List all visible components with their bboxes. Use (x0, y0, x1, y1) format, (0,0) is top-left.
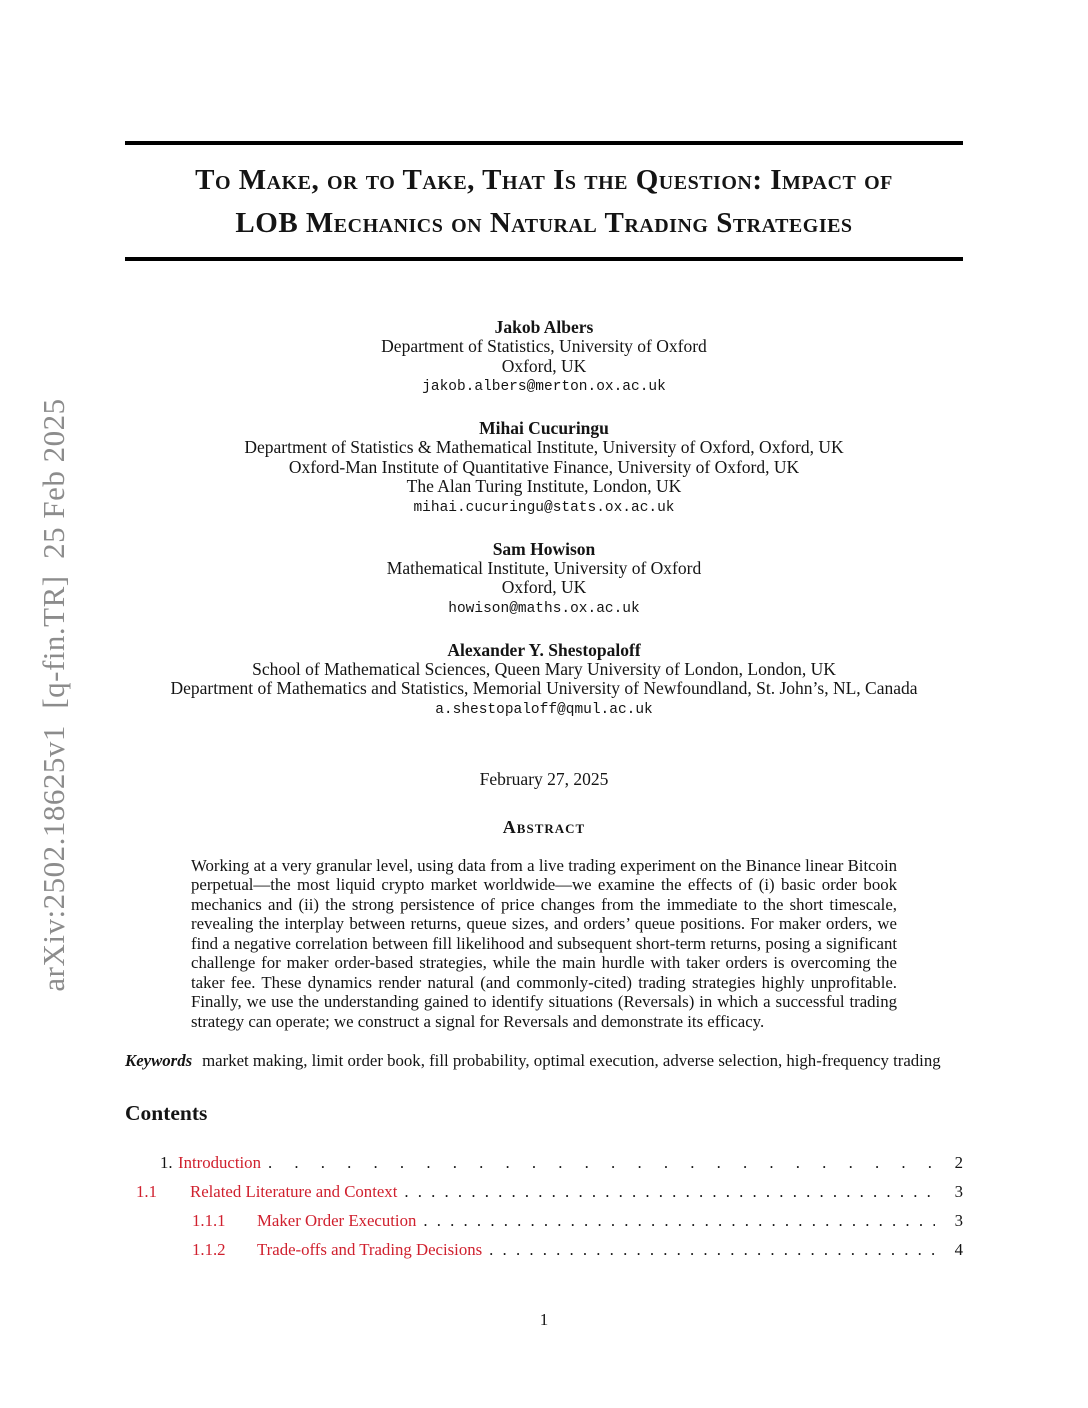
toc-entry-title[interactable]: Introduction (178, 1152, 261, 1172)
author-block-3 (125, 539, 963, 619)
toc-entry-title[interactable]: Related Literature and Context (190, 1181, 398, 1201)
paper-title-line-2: LOB Mechanics on Natural Trading Strategies (235, 207, 853, 239)
author-block-2 (125, 418, 963, 518)
keywords-text: market making, limit order book, fill probability, optimal execution, adverse selection, high-frequency trading (202, 1051, 941, 1070)
author-block-4 (125, 640, 963, 720)
author-affiliation: Department of Mathematics and Statistics, Memorial University of Newfoundland, St. John’s, NL, Canada (170, 678, 918, 698)
author-email: howison@maths.ox.ac.uk (448, 600, 640, 617)
keywords-line (125, 1051, 963, 1071)
author-email: jakob.albers@merton.ox.ac.uk (422, 379, 666, 395)
toc-entry-related-literature[interactable] (125, 1177, 963, 1206)
abstract-heading: Abstract (502, 816, 586, 837)
arxiv-stamp: arXiv:2502.18625v1 [q-fin.TR] 25 Feb 2025 (36, 398, 71, 992)
author-name: Sam Howison (492, 538, 596, 559)
toc-entry-page: 4 (954, 1239, 963, 1259)
footer-page-number: 1 (539, 1310, 549, 1329)
toc-entry-number: 1.1.1 (192, 1210, 226, 1230)
contents-heading: Contents (125, 1100, 208, 1125)
author-email: a.shestopaloff@qmul.ac.uk (435, 701, 653, 718)
table-of-contents (125, 1148, 963, 1264)
toc-entry-title[interactable]: Maker Order Execution (257, 1210, 417, 1230)
author-list (125, 317, 963, 720)
keywords-label: Keywords (125, 1051, 193, 1070)
toc-entry-page: 2 (954, 1152, 963, 1172)
toc-entry-page: 3 (954, 1210, 963, 1230)
title-rule-top (125, 141, 963, 145)
author-affiliation: Oxford-Man Institute of Quantitative Finance, University of Oxford, UK (288, 456, 800, 477)
author-name: Mihai Cucuringu (479, 418, 609, 438)
toc-entry-page: 3 (954, 1181, 963, 1201)
abstract-text: Working at a very granular level, using data from a live trading experiment on the Binance linear Bitcoin perpetual—the most liquid crypto market worldwide—we examine the effects of (i) basic order book mechanics and (ii) the strong persistence of price changes from the immediate to the short timescale, revealing the interplay between returns, queue sizes, and orders’ queue positions. For maker orders, we find a negative correlation between fill likelihood and subsequent short-term returns, posing a significant challenge for maker order-based strategies, while the main hurdle with taker orders is overcoming the taker fee. These dynamics render natural (and commonly-cited) trading strategies highly unprofitable. Finally, we use the understanding gained to identify situations (Reversals) in which a successful trading strategy can operate; we construct a signal for Reversals and demonstrate its efficacy. (191, 855, 897, 1031)
toc-entry-title[interactable]: Trade-offs and Trading Decisions (257, 1239, 483, 1259)
toc-dot-leader (489, 1235, 935, 1264)
page-content (125, 0, 963, 1264)
toc-entry-maker-order-execution[interactable] (125, 1206, 963, 1235)
author-name: Jakob Albers (494, 317, 594, 337)
toc-entry-number: 1.1 (136, 1181, 157, 1201)
author-block-1 (125, 317, 963, 397)
paper-title (125, 159, 963, 245)
author-affiliation: The Alan Turing Institute, London, UK (406, 476, 682, 496)
paper-title-line-1: To Make, or to Take, That Is the Question: Impact of (195, 164, 893, 196)
toc-entry-tradeoffs-trading-decisions[interactable] (125, 1235, 963, 1264)
author-affiliation: Mathematical Institute, University of Oxford (386, 557, 702, 578)
author-affiliation: Department of Statistics, University of Oxford (381, 336, 707, 356)
toc-dot-leader (268, 1148, 935, 1177)
toc-dot-leader (404, 1177, 935, 1206)
title-rule-bottom (125, 257, 963, 261)
author-name: Alexander Y. Shestopaloff (447, 639, 641, 660)
author-affiliation: Department of Statistics & Mathematical Institute, University of Oxford, Oxford, UK (244, 437, 844, 457)
toc-entry-introduction[interactable] (125, 1148, 963, 1177)
publication-date: February 27, 2025 (479, 768, 609, 789)
author-affiliation: Oxford, UK (501, 577, 587, 597)
toc-dot-leader (423, 1206, 935, 1235)
toc-entry-number: 1.1.2 (192, 1239, 226, 1259)
author-affiliation: Oxford, UK (501, 355, 587, 376)
toc-entry-number: 1. (160, 1152, 173, 1172)
author-email: mihai.cucuringu@stats.ox.ac.uk (413, 499, 675, 516)
author-affiliation: School of Mathematical Sciences, Queen Mary University of London, London, UK (252, 658, 836, 679)
